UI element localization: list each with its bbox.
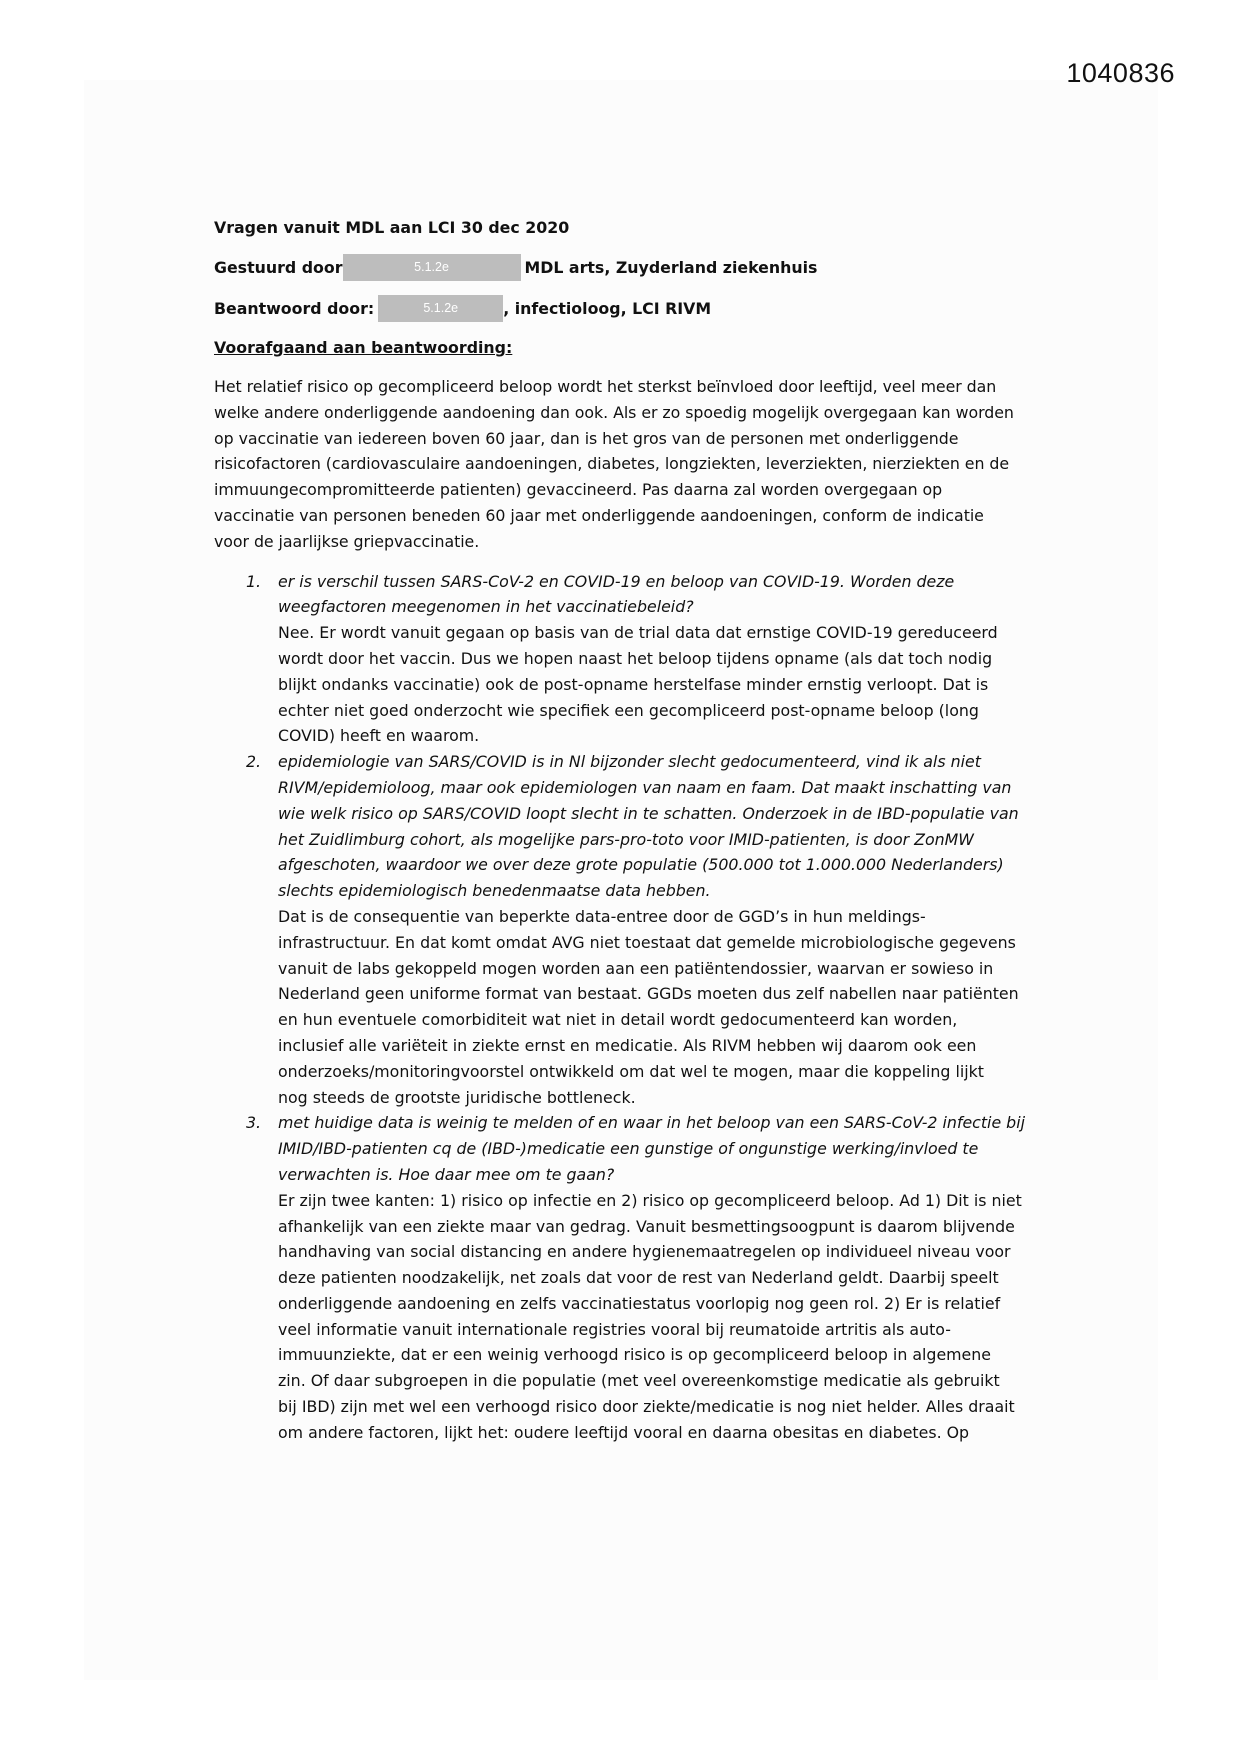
question-line: slechts epidemiologisch benedenmaatse data hebben. — [278, 881, 711, 901]
question-line: RIVM/epidemioloog, maar ook epidemiologen van naam en faam. Dat maakt inschatting van — [278, 777, 1012, 797]
sent-by-label: Gestuurd door — [214, 257, 343, 277]
answer-line: Er zijn twee kanten: 1) risico op infectie en 2) risico op gecompliceerd beloop. Ad 1) Dit is niet — [278, 1190, 1022, 1210]
preamble-paragraph — [214, 374, 1024, 555]
answer-line: Nederland geen uniforme format van bestaat. GGDs moeten dus zelf nabellen naar patiënten — [278, 984, 1019, 1004]
question-line: afgeschoten, waardoor we over deze grote populatie (500.000 tot 1.000.000 Nederlanders) — [278, 855, 1004, 875]
answer-line: infrastructuur. En dat komt omdat AVG niet toestaat dat gemelde microbiologische gegevens — [278, 932, 1016, 952]
answer-line: echter niet goed onderzocht wie specifiek een gecompliceerd post-opname beloop (long — [278, 700, 979, 720]
question-item — [214, 569, 1024, 750]
question-line: weegfactoren meegenomen in het vaccinatiebeleid? — [278, 597, 694, 617]
paragraph-line: vaccinatie van personen beneden 60 jaar met onderliggende aandoeningen, conform de indicatie — [214, 505, 984, 525]
paragraph-line: Het relatief risico op gecompliceerd beloop wordt het sterkst beïnvloed door leeftijd, veel meer dan — [214, 377, 997, 396]
answer-text — [278, 904, 1024, 1110]
question-number: 1. — [246, 571, 262, 591]
question-item — [214, 749, 1024, 1110]
answer-line: inclusief alle variëteit in ziekte ernst en medicatie. Als RIVM hebben wij daarom ook een — [278, 1035, 977, 1055]
sent-by-suffix: MDL arts, Zuyderland ziekenhuis — [524, 257, 818, 277]
question-text — [278, 569, 1024, 621]
answered-by-suffix: , infectioloog, LCI RIVM — [503, 298, 712, 318]
question-item — [214, 1110, 1024, 1445]
answer-line: wordt door het vaccin. Dus we hopen naast het beloop tijdens opname (als dat toch nodig — [278, 648, 993, 668]
answer-line: en hun eventuele comorbiditeit wat niet in detail wordt gedocumenteerd kan worden, — [278, 1010, 958, 1030]
question-line: met huidige data is weinig te melden of en waar in het beloop van een SARS-CoV-2 infectie bij — [278, 1113, 1025, 1133]
paragraph-line: welke andere onderliggende aandoening dan ook. Als er zo spoedig mogelijk overgegaan kan worden — [214, 402, 1014, 422]
answer-line: zin. Of daar subgroepen in die populatie (met veel overeenkomstige medicatie als gebruikt — [278, 1371, 1000, 1391]
answer-line: om andere factoren, lijkt het: oudere leeftijd vooral en daarna obesitas en diabetes. Op — [278, 1422, 970, 1442]
answer-line: handhaving van social distancing en andere hygienemaatregelen op individueel niveau voor — [278, 1242, 1011, 1262]
question-list — [214, 569, 1024, 1446]
answer-line: immuunziekte, dat er een weinig verhoogd risico is op gecompliceerd beloop in algemene — [278, 1345, 992, 1365]
question-line: IMID/IBD-patienten cq de (IBD-)medicatie een gunstige of ongunstige werking/invloed te — [278, 1139, 979, 1159]
answer-line: onderliggende aandoening en zelfs vaccinatiestatus voorlopig nog geen rol. 2) Er is relatief — [278, 1293, 1001, 1313]
question-text — [278, 749, 1024, 904]
preamble-heading: Voorafgaand aan beantwoording: — [214, 338, 513, 357]
document-id-stamp: 1040836 — [1066, 58, 1175, 88]
answered-by-label: Beantwoord door: — [214, 298, 375, 318]
answer-line: onderzoeks/monitoringvoorstel ontwikkeld om dat wel te mogen, maar die koppeling lijkt — [278, 1061, 984, 1081]
answer-line: bij IBD) zijn met wel een verhoogd risico door ziekte/medicatie is nog niet helder. Alles draait — [278, 1397, 1015, 1417]
question-line: epidemiologie van SARS/COVID is in Nl bijzonder slecht gedocumenteerd, vind ik als niet — [278, 752, 981, 772]
answer-line: afhankelijk van een ziekte maar van gedrag. Vanuit besmettingsoogpunt is daarom blijvende — [278, 1216, 1015, 1236]
sent-by-line — [214, 254, 1024, 281]
paragraph-line: risicofactoren (cardiovasculaire aandoeningen, diabetes, longziekten, leverziekten, nierziekten en de — [214, 454, 1010, 474]
answer-line: nog steeds de grootste juridische bottleneck. — [278, 1087, 636, 1107]
answer-line: Dat is de consequentie van beperkte data-entree door de GGD’s in hun meldings- — [278, 906, 926, 926]
question-line: het Zuidlimburg cohort, als mogelijke pars-pro-toto voor IMID-patienten, is door ZonMW — [278, 829, 974, 849]
question-number: 3. — [246, 1113, 262, 1133]
answer-text — [278, 620, 1024, 749]
answer-line: vanuit de labs gekoppeld mogen worden aan een patiëntendossier, waarvan er sowieso in — [278, 958, 994, 978]
answer-line: veel informatie vanuit internationale registries vooral bij reumatoide artritis als auto- — [278, 1319, 951, 1339]
question-number: 2. — [246, 752, 262, 772]
paragraph-line: voor de jaarlijkse griepvaccinatie. — [214, 531, 480, 551]
answer-line: Nee. Er wordt vanuit gegaan op basis van de trial data dat ernstige COVID-19 gereduceerd — [278, 623, 998, 643]
answer-text — [278, 1188, 1024, 1446]
redaction-box: 5.1.2e — [343, 254, 521, 281]
document-body — [214, 216, 1024, 1446]
question-line: verwachten is. Hoe daar mee om te gaan? — [278, 1164, 615, 1184]
question-text — [278, 1110, 1024, 1187]
answered-by-line — [214, 295, 1024, 322]
paragraph-line: op vaccinatie van iedereen boven 60 jaar, dan is het gros van de personen met onderliggende — [214, 428, 959, 448]
redaction-box: 5.1.2e — [378, 295, 503, 322]
paragraph-line: immuungecompromitteerde patienten) gevaccineerd. Pas daarna zal worden overgegaan op — [214, 480, 943, 500]
question-line: wie welk risico op SARS/COVID loopt slecht in te schatten. Onderzoek in de IBD-populatie van — [278, 803, 1019, 823]
question-line: er is verschil tussen SARS-CoV-2 en COVID-19 en beloop van COVID-19. Worden deze — [278, 571, 955, 591]
answer-line: blijkt ondanks vaccinatie) ook de post-opname herstelfase minder ernstig verloopt. Dat is — [278, 674, 989, 694]
document-title: Vragen vanuit MDL aan LCI 30 dec 2020 — [214, 218, 570, 237]
answer-line: COVID) heeft en waarom. — [278, 726, 480, 746]
answer-line: deze patienten noodzakelijk, net zoals dat voor de rest van Nederland geldt. Daarbij speelt — [278, 1268, 999, 1288]
